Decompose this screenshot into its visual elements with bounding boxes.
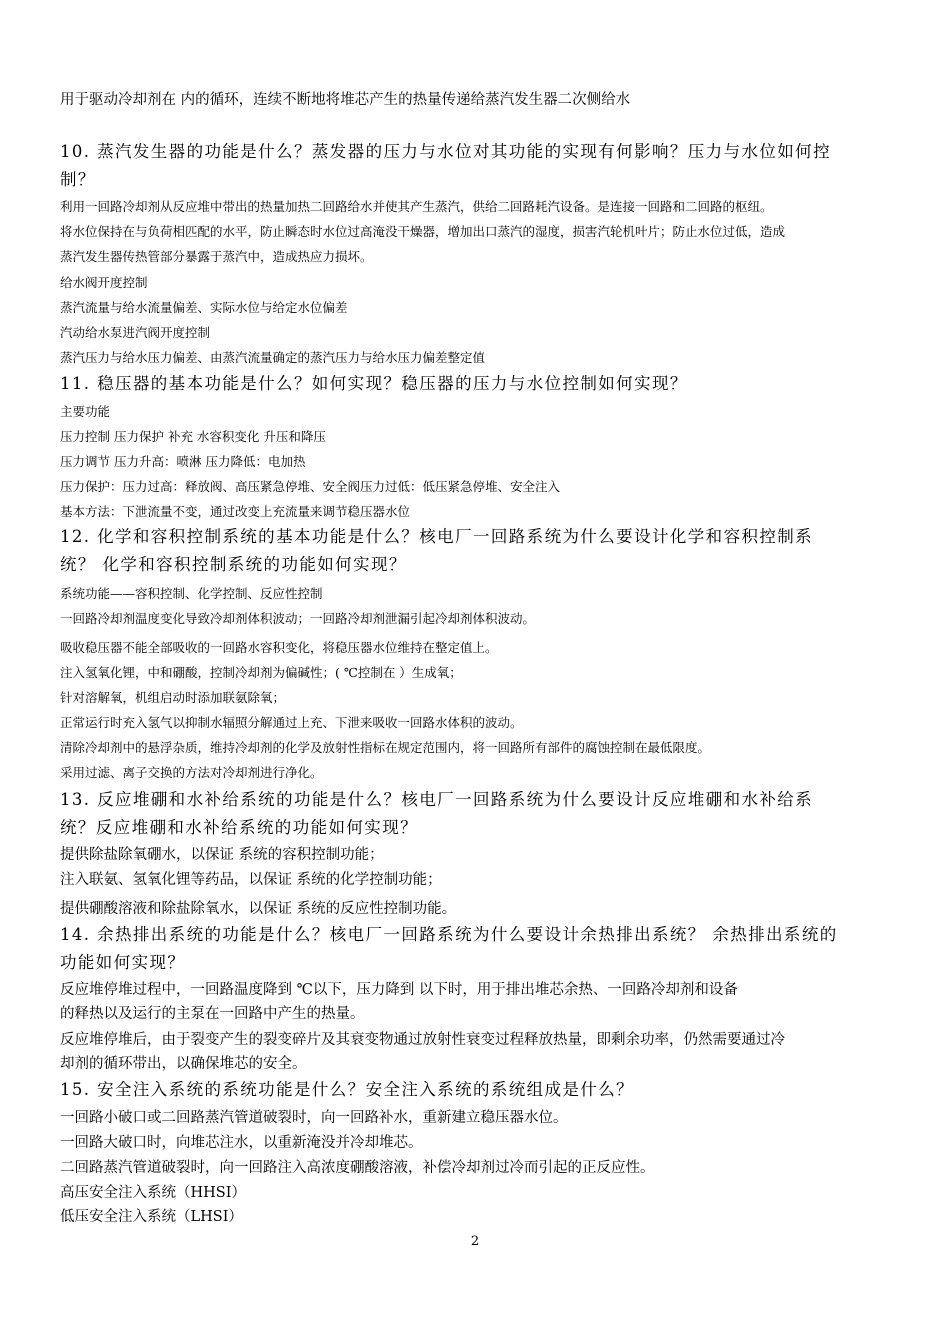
question-heading: 13. 反应堆硼和水补给系统的功能是什么？核电厂一回路系统为什么要设计反应堆硼和水补给系 bbox=[60, 790, 814, 809]
question-heading: 功能如何实现？ bbox=[60, 953, 186, 972]
text-line: 采用过滤、离子交换的方法对冷却剂进行净化。 bbox=[60, 765, 323, 780]
question-heading: 10. 蒸汽发生器的功能是什么？蒸发器的压力与水位对其功能的实现有何影响？压力与水位如何控 bbox=[60, 142, 831, 161]
text-line: 利用一回路冷却剂从反应堆中带出的热量加热二回路给水并使其产生蒸汽，供给二回路耗汽设备。是连接一回路和二回路的枢纽。 bbox=[60, 199, 773, 214]
text-line: 清除冷却剂中的悬浮杂质，维持冷却剂的化学及放射性指标在规定范围内，将一回路所有部件的腐蚀控制在最低限度。 bbox=[60, 740, 711, 755]
text-line: 压力控制 压力保护 补充 水容积变化 升压和降压 bbox=[60, 429, 326, 444]
text-line: 压力保护：压力过高：释放阀、高压紧急停堆、安全阀压力过低：低压紧急停堆、安全注入 bbox=[60, 479, 561, 494]
text-line: 将水位保持在与负荷相匹配的水平，防止瞬态时水位过高淹没干燥器，增加出口蒸汽的湿度，损害汽轮机叶片；防止水位过低，造成 bbox=[60, 224, 786, 239]
question-heading: 14. 余热排出系统的功能是什么？核电厂一回路系统为什么要设计余热排出系统？ 余热排出系统的 bbox=[60, 925, 838, 944]
question-heading: 统？ 化学和容积控制系统的功能如何实现？ bbox=[60, 555, 407, 574]
text-line: 注入氢氧化锂，中和硼酸，控制冷却剂为偏碱性；( ℃控制在 ）生成氧； bbox=[60, 665, 462, 680]
text-line: 汽动给水泵进汽阀开度控制 bbox=[60, 325, 211, 340]
text-line: 低压安全注入系统（LHSI） bbox=[60, 1209, 243, 1225]
text-line: 给水阀开度控制 bbox=[60, 275, 148, 290]
page-number: 2 bbox=[470, 1234, 480, 1249]
question-heading: 统？反应堆硼和水补给系统的功能如何实现？ bbox=[60, 818, 418, 837]
text-line: 蒸汽流量与给水流量偏差、实际水位与给定水位偏差 bbox=[60, 300, 348, 315]
text-line: 系统功能——容积控制、化学控制、反应性控制 bbox=[60, 586, 323, 601]
text-line: 压力调节 压力升高：喷淋 压力降低：电加热 bbox=[60, 454, 306, 469]
question-heading: 11. 稳压器的基本功能是什么？如何实现？稳压器的压力与水位控制如何实现？ bbox=[60, 374, 688, 393]
text-line: 反应堆停堆过程中，一回路温度降到 ℃以下，压力降到 以下时，用于排出堆芯余热、一回路冷却剂和设备 bbox=[60, 982, 738, 998]
question-heading: 12. 化学和容积控制系统的基本功能是什么？核电厂一回路系统为什么要设计化学和容积控制系 bbox=[60, 527, 814, 546]
text-line: 蒸汽发生器传热管部分暴露于蒸汽中，造成热应力损坏。 bbox=[60, 249, 373, 264]
text-line: 提供硼酸溶液和除盐除氧水，以保证 系统的反应性控制功能。 bbox=[60, 901, 457, 917]
text-line: 主要功能 bbox=[60, 404, 111, 419]
text-line: 用于驱动冷却剂在 内的循环，连续不断地将堆芯产生的热量传递给蒸汽发生器二次侧给水 bbox=[60, 92, 631, 108]
text-line: 注入联氨、氢氧化锂等药品，以保证 系统的化学控制功能； bbox=[60, 872, 442, 888]
text-line: 提供除盐除氧硼水，以保证 系统的容积控制功能； bbox=[60, 847, 384, 863]
text-line: 二回路蒸汽管道破裂时，向一回路注入高浓度硼酸溶液，补偿冷却剂过冷而引起的正反应性。 bbox=[60, 1160, 655, 1176]
text-line: 却剂的循环带出，以确保堆芯的安全。 bbox=[60, 1056, 307, 1072]
text-line: 的释热以及运行的主泵在一回路中产生的热量。 bbox=[60, 1006, 365, 1022]
text-line: 反应堆停堆后，由于裂变产生的裂变碎片及其衰变物通过放射性衰变过程释放热量，即剩余功率，仍然需要通过冷 bbox=[60, 1032, 785, 1048]
question-heading: 制？ bbox=[60, 170, 96, 189]
text-line: 高压安全注入系统（HHSI） bbox=[60, 1185, 246, 1201]
text-line: 基本方法：下泄流量不变，通过改变上充流量来调节稳压器水位 bbox=[60, 504, 411, 519]
text-line: 蒸汽压力与给水压力偏差、由蒸汽流量确定的蒸汽压力与给水压力偏差整定值 bbox=[60, 350, 486, 365]
text-line: 吸收稳压器不能全部吸收的一回路水容积变化，将稳压器水位维持在整定值上。 bbox=[60, 640, 498, 655]
text-line: 针对溶解氧，机组启动时添加联氨除氧； bbox=[60, 690, 286, 705]
text-line: 正常运行时充入氢气以抑制水辐照分解通过上充、下泄来吸收一回路水体积的波动。 bbox=[60, 715, 523, 730]
question-heading: 15. 安全注入系统的系统功能是什么？安全注入系统的系统组成是什么？ bbox=[60, 1080, 635, 1099]
text-line: 一回路小破口或二回路蒸汽管道破裂时，向一回路补水，重新建立稳压器水位。 bbox=[60, 1110, 568, 1126]
text-line: 一回路大破口时，向堆芯注水，以重新淹没并冷却堆芯。 bbox=[60, 1135, 423, 1151]
text-line: 一回路冷却剂温度变化导致冷却剂体积波动；一回路冷却剂泄漏引起冷却剂体积波动。 bbox=[60, 611, 536, 626]
